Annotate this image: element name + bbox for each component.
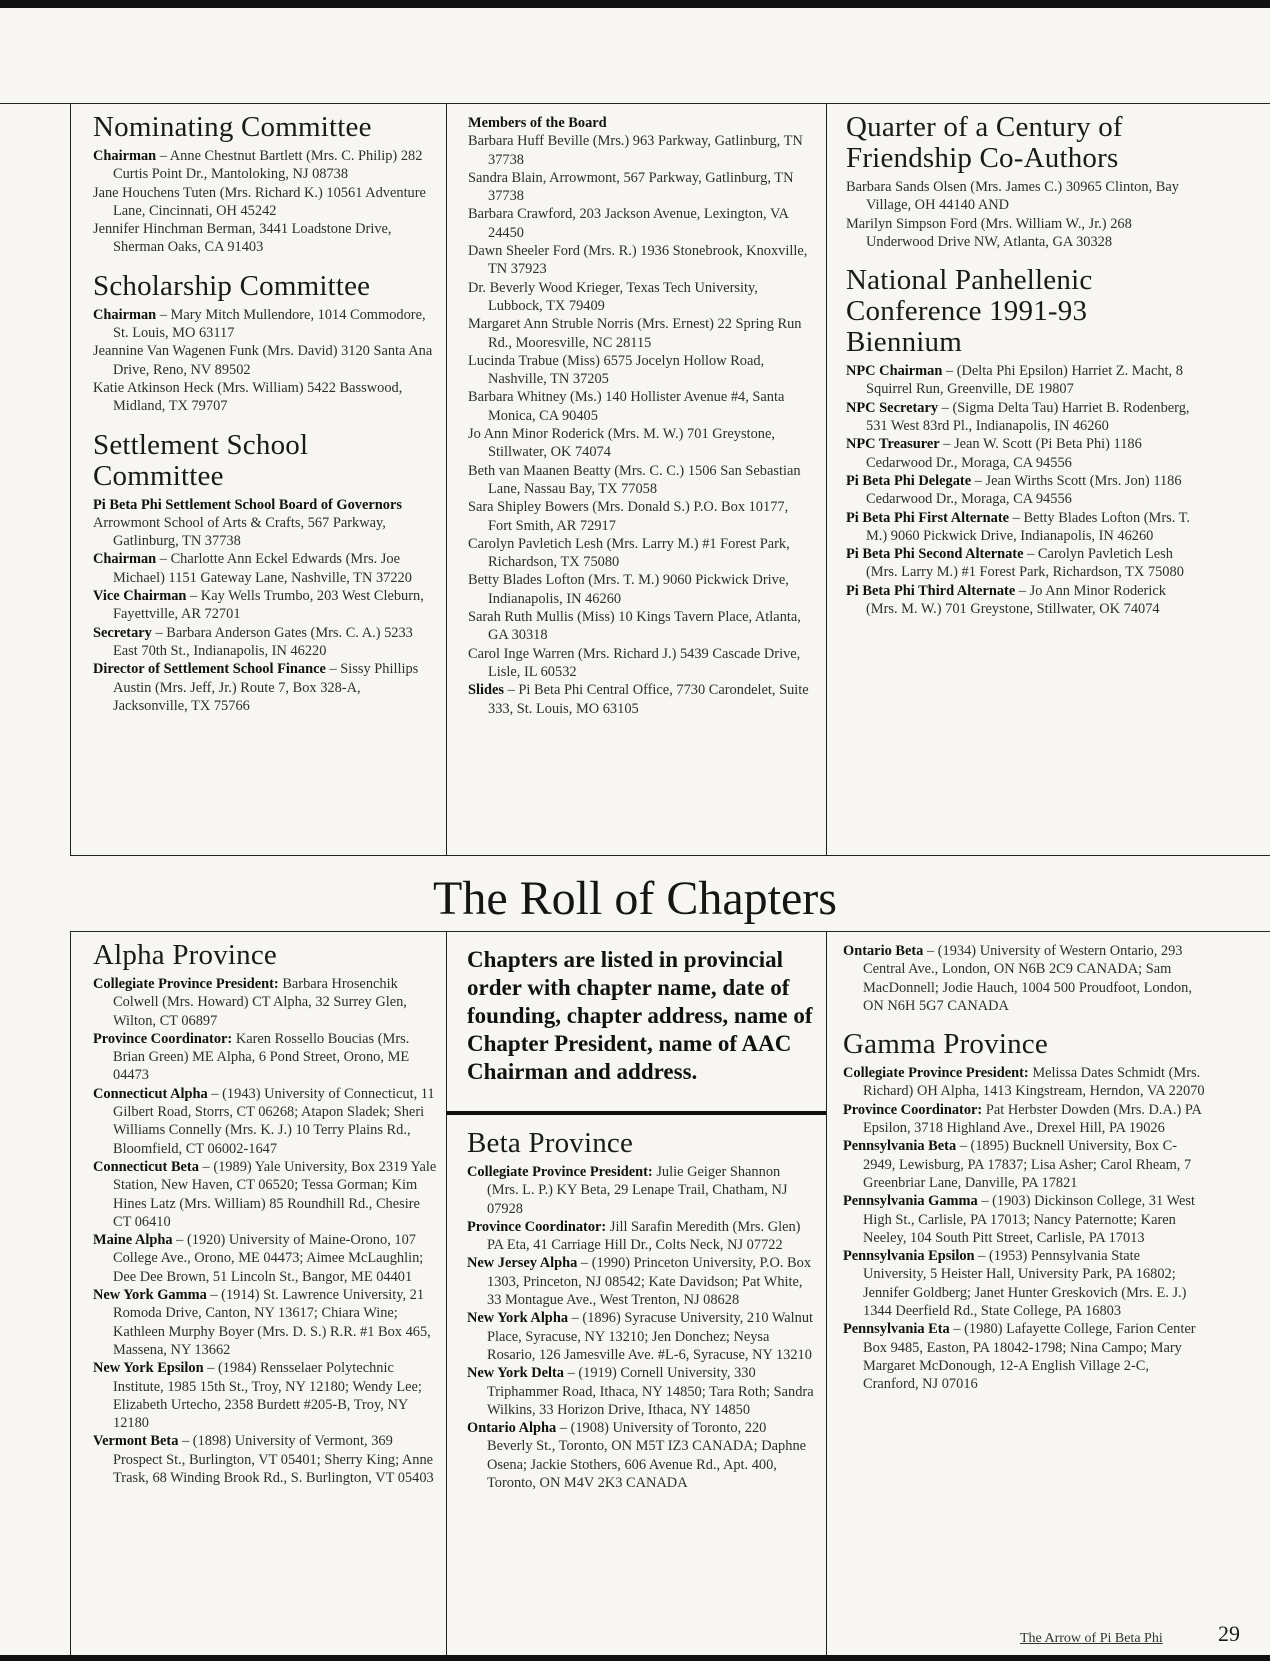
entry-label: Connecticut Beta — [93, 1158, 199, 1175]
entry-text: (1908) University of Toronto, 220 Beverly St., Toronto, ON M5T IZ3 CANADA; Daphne Osena; Jackie Stothers, 606 Avenue Rd., Apt. 400, Toronto, ON M4V 2K3 CANADA — [487, 1420, 807, 1492]
entry-text: Charlotte Ann Eckel Edwards (Mrs. Joe Michael) 1151 Gateway Lane, Nashville, TN 37220 — [113, 551, 412, 586]
column-top-1 — [93, 112, 438, 715]
entry-label: New Jersey Alpha — [467, 1255, 578, 1272]
entry-text: Anne Chestnut Bartlett (Mrs. C. Philip) 282 Curtis Point Dr., Mantoloking, NJ 08738 — [113, 148, 423, 183]
directory-entry — [93, 342, 438, 379]
entry-text: (1895) Bucknell University, Box C-2949, Lewisburg, PA 17837; Lisa Asher; Carol Rheam, 7 Greenbriar Lane, Danville, PA 17821 — [863, 1138, 1192, 1191]
directory-entry — [468, 462, 813, 499]
divider-left-top — [70, 103, 71, 855]
directory-entry — [843, 1247, 1205, 1320]
directory-entry — [93, 306, 438, 343]
directory-entry — [468, 352, 813, 389]
directory-entry — [93, 147, 438, 184]
directory-entry — [843, 942, 1205, 1015]
directory-entry — [467, 1218, 815, 1255]
entry-text: Beth van Maanen Beatty (Mrs. C. C.) 1506 San Sebastian Lane, Nassau Bay, TX 77058 — [468, 462, 801, 497]
entry-label: Province Coordinator: — [93, 1030, 233, 1047]
directory-entry — [93, 184, 438, 221]
divider-2-bottom — [826, 931, 827, 1655]
beta-province-block — [467, 1128, 815, 1492]
entry-text: Barbara Huff Beville (Mrs.) 963 Parkway, Gatlinburg, TN 37738 — [468, 133, 803, 168]
directory-entry — [467, 1364, 815, 1419]
entry-text: (1953) Pennsylvania State University, 5 Heister Hall, University Park, PA 16802; Jennifer Goldberg; Janet Hunter Greskovich (Mrs. E. J.) 1344 Deerfield Rd., State College, PA 16803 — [863, 1248, 1187, 1320]
entry-text: (1919) Cornell University, 330 Triphammer Road, Ithaca, NY 14850; Tara Roth; Sandra Wilkins, 33 Horizon Drive, Ithaca, NY 14850 — [487, 1365, 814, 1418]
divider-1-bottom — [446, 931, 447, 1655]
entry-separator: – — [949, 1321, 965, 1338]
entry-label: Vice Chairman — [93, 588, 187, 605]
directory-entry — [467, 1254, 815, 1309]
entry-text: Kay Wells Trumbo, 203 West Cleburn, Fayettville, AR 72701 — [113, 588, 424, 623]
entry-label: New York Gamma — [93, 1287, 207, 1304]
entry-label: Pi Beta Phi Second Alternate — [846, 546, 1024, 563]
directory-entry — [93, 660, 438, 715]
publication-footer: The Arrow of Pi Beta Phi — [1020, 1631, 1163, 1646]
middle-rule — [70, 855, 1270, 856]
entry-text: Betty Blades Lofton (Mrs. T. M.) 9060 Pickwick Drive, Indianapolis, IN 46260 — [468, 572, 789, 607]
directory-entry — [468, 205, 813, 242]
section-title-gamma-province: Gamma Province — [843, 1028, 1048, 1061]
entry-text: Barbara Crawford, 203 Jackson Avenue, Lexington, VA 24450 — [468, 206, 789, 241]
entry-separator: – — [504, 682, 519, 699]
entry-label: New York Epsilon — [93, 1360, 204, 1377]
entry-text: Jean W. Scott (Pi Beta Phi) 1186 Cedarwood Dr., Moraga, CA 94556 — [866, 436, 1142, 471]
directory-entry — [468, 535, 813, 572]
directory-entry — [468, 279, 813, 316]
directory-entry — [843, 1101, 1205, 1138]
entry-separator: – — [1015, 582, 1030, 599]
entry-label: Province Coordinator: — [467, 1218, 607, 1235]
entry-separator: – — [971, 472, 986, 489]
entry-text: Sara Shipley Bowers (Mrs. Donald S.) P.O. Box 10177, Fort Smith, AR 72917 — [468, 499, 789, 534]
entry-label: Pennsylvania Eta — [843, 1321, 950, 1338]
directory-entry — [468, 608, 813, 645]
entry-text: (1980) Lafayette College, Farion Center Box 9485, Easton, PA 18042-1798; Nina Campo; Mary Margaret McDonough, 12-A English Village 2-C, Cranford, NJ 07016 — [863, 1321, 1196, 1393]
entry-text: Mary Mitch Mullendore, 1014 Commodore, St. Louis, MO 63117 — [113, 306, 426, 342]
directory-entry — [846, 582, 1201, 619]
entry-separator: – — [151, 624, 167, 641]
divider-left-bottom — [70, 931, 71, 1655]
directory-entry — [843, 1320, 1205, 1393]
entry-label: Collegiate Province President: — [93, 976, 279, 992]
entry-label: Maine Alpha — [93, 1232, 173, 1249]
directory-entry — [468, 681, 813, 718]
entry-separator: – — [1023, 546, 1038, 563]
entry-text: (Sigma Delta Tau) Harriet B. Rodenberg, 531 West 83rd Pl., Indianapolis, IN 46260 — [866, 399, 1190, 435]
entry-text: Jo Ann Minor Roderick (Mrs. M. W.) 701 Greystone, Stillwater, OK 74074 — [866, 582, 1166, 618]
entry-label: Pi Beta Phi Delegate — [846, 472, 972, 489]
entry-separator: – — [203, 1360, 219, 1377]
column-top-2 — [468, 114, 813, 718]
page-number: 29 — [1218, 1621, 1240, 1646]
entry-text: Barbara Whitney (Ms.) 140 Hollister Avenue #4, Santa Monica, CA 90405 — [468, 389, 785, 424]
section-title-alpha-province: Alpha Province — [93, 940, 278, 971]
section-title-quarter-of-a-century-of-friendship-co-authors: Quarter of a Century of Friendship Co-Authors — [846, 112, 1123, 174]
entry-text: Carolyn Pavletich Lesh (Mrs. Larry M.) #1 Forest Park, Richardson, TX 75080 — [468, 535, 790, 571]
entry-text: (1990) Princeton University, P.O. Box 1303, Princeton, NJ 08542; Kate Davidson; Pat White, 33 Montague Ave., West Trenton, NJ 08628 — [487, 1255, 812, 1309]
entry-text: (1920) University of Maine-Orono, 107 College Ave., Orono, ME 04473; Aimee McLaughlin; Dee Dee Brown, 51 Lincoln St., Bangor, ME 04401 — [113, 1232, 424, 1285]
entry-label: NPC Secretary — [846, 399, 939, 416]
entry-separator: – — [956, 1138, 971, 1155]
directory-entry — [93, 587, 438, 624]
column-bottom-1 — [93, 940, 438, 1487]
entry-separator: – — [156, 306, 171, 323]
entry-separator: – — [156, 551, 171, 568]
directory-entry — [93, 1286, 438, 1359]
entry-text: Jeannine Van Wagenen Funk (Mrs. David) 3120 Santa Ana Drive, Reno, NV 89502 — [93, 343, 433, 378]
entry-label: Pennsylvania Gamma — [843, 1193, 978, 1210]
directory-entry — [93, 1158, 438, 1231]
directory-entry — [93, 379, 438, 416]
entry-text: Pi Beta Phi Central Office, 7730 Carondelet, Suite 333, St. Louis, MO 63105 — [488, 682, 809, 717]
entry-separator: – — [1009, 509, 1024, 526]
entry-text: (1898) University of Vermont, 369 Prospect St., Burlington, VT 05401; Sherry King; Anne Trask, 68 Winding Brook Rd., S. Burlington, VT 05403 — [113, 1433, 434, 1487]
directory-entry — [93, 975, 438, 1030]
entry-text: Barbara Sands Olsen (Mrs. James C.) 30965 Clinton, Bay Village, OH 44140 AND — [846, 179, 1179, 214]
entry-separator: – — [325, 661, 341, 678]
entry-label: Chairman — [93, 306, 157, 323]
directory-entry — [467, 1163, 815, 1218]
directory-entry — [846, 362, 1201, 399]
entry-label: NPC Treasurer — [846, 436, 940, 453]
directory-entry — [846, 472, 1201, 509]
entry-label: Pi Beta Phi First Alternate — [846, 509, 1010, 526]
directory-entry — [468, 114, 813, 132]
entry-separator: – — [942, 363, 957, 380]
directory-entry — [93, 220, 438, 257]
entry-label: Pennsylvania Epsilon — [843, 1248, 975, 1265]
directory-entry — [93, 1432, 438, 1487]
entry-text: Lucinda Trabue (Miss) 6575 Jocelyn Hollow Road, Nashville, TN 37205 — [468, 352, 765, 388]
entry-label: Chairman — [93, 148, 157, 164]
bottom-border — [0, 1655, 1270, 1661]
directory-entry — [846, 545, 1201, 582]
entry-text: Jo Ann Minor Roderick (Mrs. M. W.) 701 Greystone, Stillwater, OK 74074 — [468, 426, 775, 461]
section-title-national-panhellenic-conference-1991-93-biennium: National Panhellenic Conference 1991-93 Biennium — [846, 264, 1093, 359]
directory-entry — [93, 1359, 438, 1432]
entry-label: Chairman — [93, 551, 157, 568]
entry-separator: – — [178, 1433, 193, 1450]
entry-text: (1914) St. Lawrence University, 21 Romoda Drive, Canton, NY 13617; Chiara Wine; Kathleen Murphy Boyer (Mrs. D. S.) R.R. #1 Box 465, Massena, NY 13662 — [113, 1287, 431, 1358]
directory-entry — [846, 178, 1201, 215]
entry-label: New York Alpha — [467, 1310, 569, 1327]
entry-text: Jane Houchens Tuten (Mrs. Richard K.) 10561 Adventure Lane, Cincinnati, OH 45242 — [93, 184, 426, 219]
entry-separator: – — [938, 399, 953, 416]
entry-text: Julie Geiger Shannon (Mrs. L. P.) KY Beta, 29 Lenape Trail, Chatham, NJ 07928 — [487, 1164, 788, 1217]
entry-separator: – — [563, 1365, 579, 1382]
directory-entry — [468, 315, 813, 352]
directory-entry — [93, 1231, 438, 1286]
entry-text: Marilyn Simpson Ford (Mrs. William W., Jr.) 268 Underwood Drive NW, Atlanta, GA 30328 — [846, 215, 1132, 250]
entry-label: Secretary — [93, 624, 152, 641]
entry-text: (1984) Rensselaer Polytechnic Institute, 1985 15th St., Troy, NY 12180; Wendy Lee; Elizabeth Urtecho, 2358 Burdett #205-B, Troy, NY 12180 — [113, 1360, 422, 1432]
entry-text: Betty Blades Lofton (Mrs. T. M.) 9060 Pickwick Drive, Indianapolis, IN 46260 — [866, 509, 1190, 544]
entry-text: Dr. Beverly Wood Krieger, Texas Tech University, Lubbock, TX 79409 — [468, 279, 758, 314]
entry-separator: – — [207, 1085, 223, 1102]
directory-entry — [846, 399, 1201, 436]
entry-text: Sandra Blain, Arrowmont, 567 Parkway, Gatlinburg, TN 37738 — [468, 169, 794, 205]
entry-label: Pennsylvania Beta — [843, 1138, 957, 1155]
entry-text: Jennifer Hinchman Berman, 3441 Loadstone Drive, Sherman Oaks, CA 91403 — [93, 221, 392, 256]
directory-entry — [468, 498, 813, 535]
directory-entry — [467, 1309, 815, 1364]
directory-entry — [846, 435, 1201, 472]
entry-label: Ontario Alpha — [467, 1420, 557, 1437]
section-title-scholarship-committee: Scholarship Committee — [93, 269, 371, 302]
roll-of-chapters-title: The Roll of Chapters — [433, 872, 837, 925]
entry-separator: – — [198, 1158, 214, 1175]
column-bottom-2 — [467, 946, 815, 1492]
entry-text: Dawn Sheeler Ford (Mrs. R.) 1936 Stonebrook, Knoxville, TN 37923 — [468, 243, 808, 278]
directory-entry — [468, 388, 813, 425]
entry-label: Pi Beta Phi Third Alternate — [846, 582, 1016, 599]
directory-entry — [468, 132, 813, 169]
directory-entry — [467, 1419, 815, 1492]
entry-label: Pi Beta Phi Settlement School Board of Governors — [93, 496, 402, 513]
directory-entry — [843, 1192, 1205, 1247]
entry-separator: – — [206, 1287, 222, 1304]
entry-separator: – — [577, 1255, 592, 1272]
directory-entry — [93, 1085, 438, 1158]
directory-entry — [93, 514, 438, 551]
entry-separator: – — [974, 1248, 989, 1265]
directory-entry — [93, 550, 438, 587]
entry-text: Karen Rossello Boucias (Mrs. Brian Green) ME Alpha, 6 Pond Street, Orono, ME 04473 — [113, 1030, 410, 1084]
divider-1-top — [446, 103, 447, 855]
entry-separator: – — [923, 943, 938, 959]
section-title-beta-province: Beta Province — [467, 1127, 634, 1159]
entry-separator: – — [939, 436, 955, 453]
entry-label: NPC Chairman — [846, 363, 943, 380]
entry-separator: – — [172, 1232, 187, 1249]
entry-label: Director of Settlement School Finance — [93, 661, 326, 678]
directory-entry — [846, 509, 1201, 546]
entry-separator: – — [556, 1420, 571, 1437]
column-bottom-3 — [843, 942, 1205, 1394]
entry-separator: – — [186, 588, 201, 605]
entry-text: (1989) Yale University, Box 2319 Yale Station, New Haven, CT 06520; Tessa Gorman; Kim Hines Latz (Mrs. William) 85 Roundhill Rd., Chesire CT 06410 — [113, 1158, 437, 1230]
entry-text: Arrowmont School of Arts & Crafts, 567 Parkway, Gatlinburg, TN 37738 — [93, 514, 386, 550]
section-title-nominating-committee: Nominating Committee — [93, 112, 372, 143]
entry-label: Members of the Board — [468, 115, 607, 131]
entry-label: Vermont Beta — [93, 1433, 179, 1450]
column-top-3 — [846, 112, 1201, 618]
top-rule — [0, 103, 1270, 104]
entry-label: Slides — [468, 682, 504, 699]
entry-text: (1943) University of Connecticut, 11 Gilbert Road, Storrs, CT 06268; Atapon Sladek; Sheri Williams Connelly (Mrs. K. J.) 10 Terry Plains Rd., Bloomfield, CT 06002-1647 — [113, 1085, 435, 1157]
entry-text: Carol Inge Warren (Mrs. Richard J.) 5439 Cascade Drive, Lisle, IL 60532 — [468, 645, 801, 680]
entry-separator: – — [568, 1310, 583, 1327]
directory-entry — [468, 571, 813, 608]
entry-text: Sarah Ruth Mullis (Miss) 10 Kings Tavern Place, Atlanta, GA 30318 — [468, 609, 801, 644]
directory-entry — [468, 242, 813, 279]
entry-text: Jill Sarafin Meredith (Mrs. Glen) PA Eta, 41 Carriage Hill Dr., Colts Neck, NJ 07722 — [487, 1218, 801, 1254]
entry-label: New York Delta — [467, 1365, 564, 1382]
directory-entry — [93, 496, 438, 514]
entry-text: (1896) Syracuse University, 210 Walnut Place, Syracuse, NY 13210; Jen Donchez; Neysa Rosario, 126 Jamesville Ave. #L-6, Syracuse, NY 13210 — [487, 1310, 814, 1363]
entry-label: Ontario Beta — [843, 943, 924, 959]
entry-label: Collegiate Province President: — [843, 1065, 1029, 1082]
directory-entry — [468, 645, 813, 682]
entry-text: Jean Wirths Scott (Mrs. Jon) 1186 Cedarwood Dr., Moraga, CA 94556 — [866, 472, 1182, 508]
chapter-list-intro: Chapters are listed in provincial order with chapter name, date of founding, chapter address, name of Chapter President, name of AAC Chairman and address. — [467, 947, 813, 1084]
entry-text: Pat Herbster Dowden (Mrs. D.A.) PA Epsilon, 3718 Highland Ave., Drexel Hill, PA 19026 — [863, 1101, 1202, 1137]
directory-entry — [843, 1064, 1205, 1101]
entry-label: Collegiate Province President: — [467, 1164, 653, 1180]
entry-text: (1903) Dickinson College, 31 West High St., Carlisle, PA 17013; Nancy Paternotte; Karen Neeley, 104 South Pitt Street, Carlisle, PA 17013 — [863, 1193, 1195, 1246]
entry-text: (1934) University of Western Ontario, 293 Central Ave., London, ON N6B 2C9 CANADA; Sam MacDonnell; Jodie Hauch, 1004 500 Proudfoot, London, ON N6H 5G7 CANADA — [863, 943, 1192, 1014]
entry-text: Katie Atkinson Heck (Mrs. William) 5422 Basswood, Midland, TX 79707 — [93, 379, 403, 415]
directory-entry — [846, 215, 1201, 252]
entry-text: Barbara Anderson Gates (Mrs. C. A.) 5233 East 70th St., Indianapolis, IN 46220 — [113, 624, 413, 659]
section-title-settlement-school-committee: Settlement School Committee — [93, 428, 309, 492]
entry-label: Connecticut Alpha — [93, 1085, 208, 1102]
directory-entry — [93, 1030, 438, 1085]
entry-separator: – — [156, 148, 170, 164]
entry-text: Sissy Phillips Austin (Mrs. Jeff, Jr.) Route 7, Box 328-A, Jacksonville, TX 75766 — [113, 661, 419, 714]
entry-text: Carolyn Pavletich Lesh (Mrs. Larry M.) #1 Forest Park, Richardson, TX 75080 — [866, 546, 1184, 581]
entry-text: Barbara Hrosenchik Colwell (Mrs. Howard) CT Alpha, 32 Surrey Glen, Wilton, CT 06897 — [113, 976, 407, 1029]
entry-text: Margaret Ann Struble Norris (Mrs. Ernest) 22 Spring Run Rd., Mooresville, NC 28115 — [468, 316, 802, 351]
entry-text: Melissa Dates Schmidt (Mrs. Richard) OH Alpha, 1413 Kingstream, Herndon, VA 22070 — [863, 1065, 1205, 1100]
entry-label: Province Coordinator: — [843, 1101, 983, 1118]
directory-entry — [843, 1137, 1205, 1192]
divider-2-top — [826, 103, 827, 855]
directory-entry — [468, 169, 813, 206]
entry-separator: – — [977, 1193, 993, 1210]
entry-text: (Delta Phi Epsilon) Harriet Z. Macht, 8 Squirrel Run, Greenville, DE 19807 — [866, 363, 1183, 398]
directory-entry — [93, 624, 438, 661]
directory-entry — [468, 425, 813, 462]
top-border — [0, 0, 1270, 8]
lower-rule — [70, 931, 1270, 932]
